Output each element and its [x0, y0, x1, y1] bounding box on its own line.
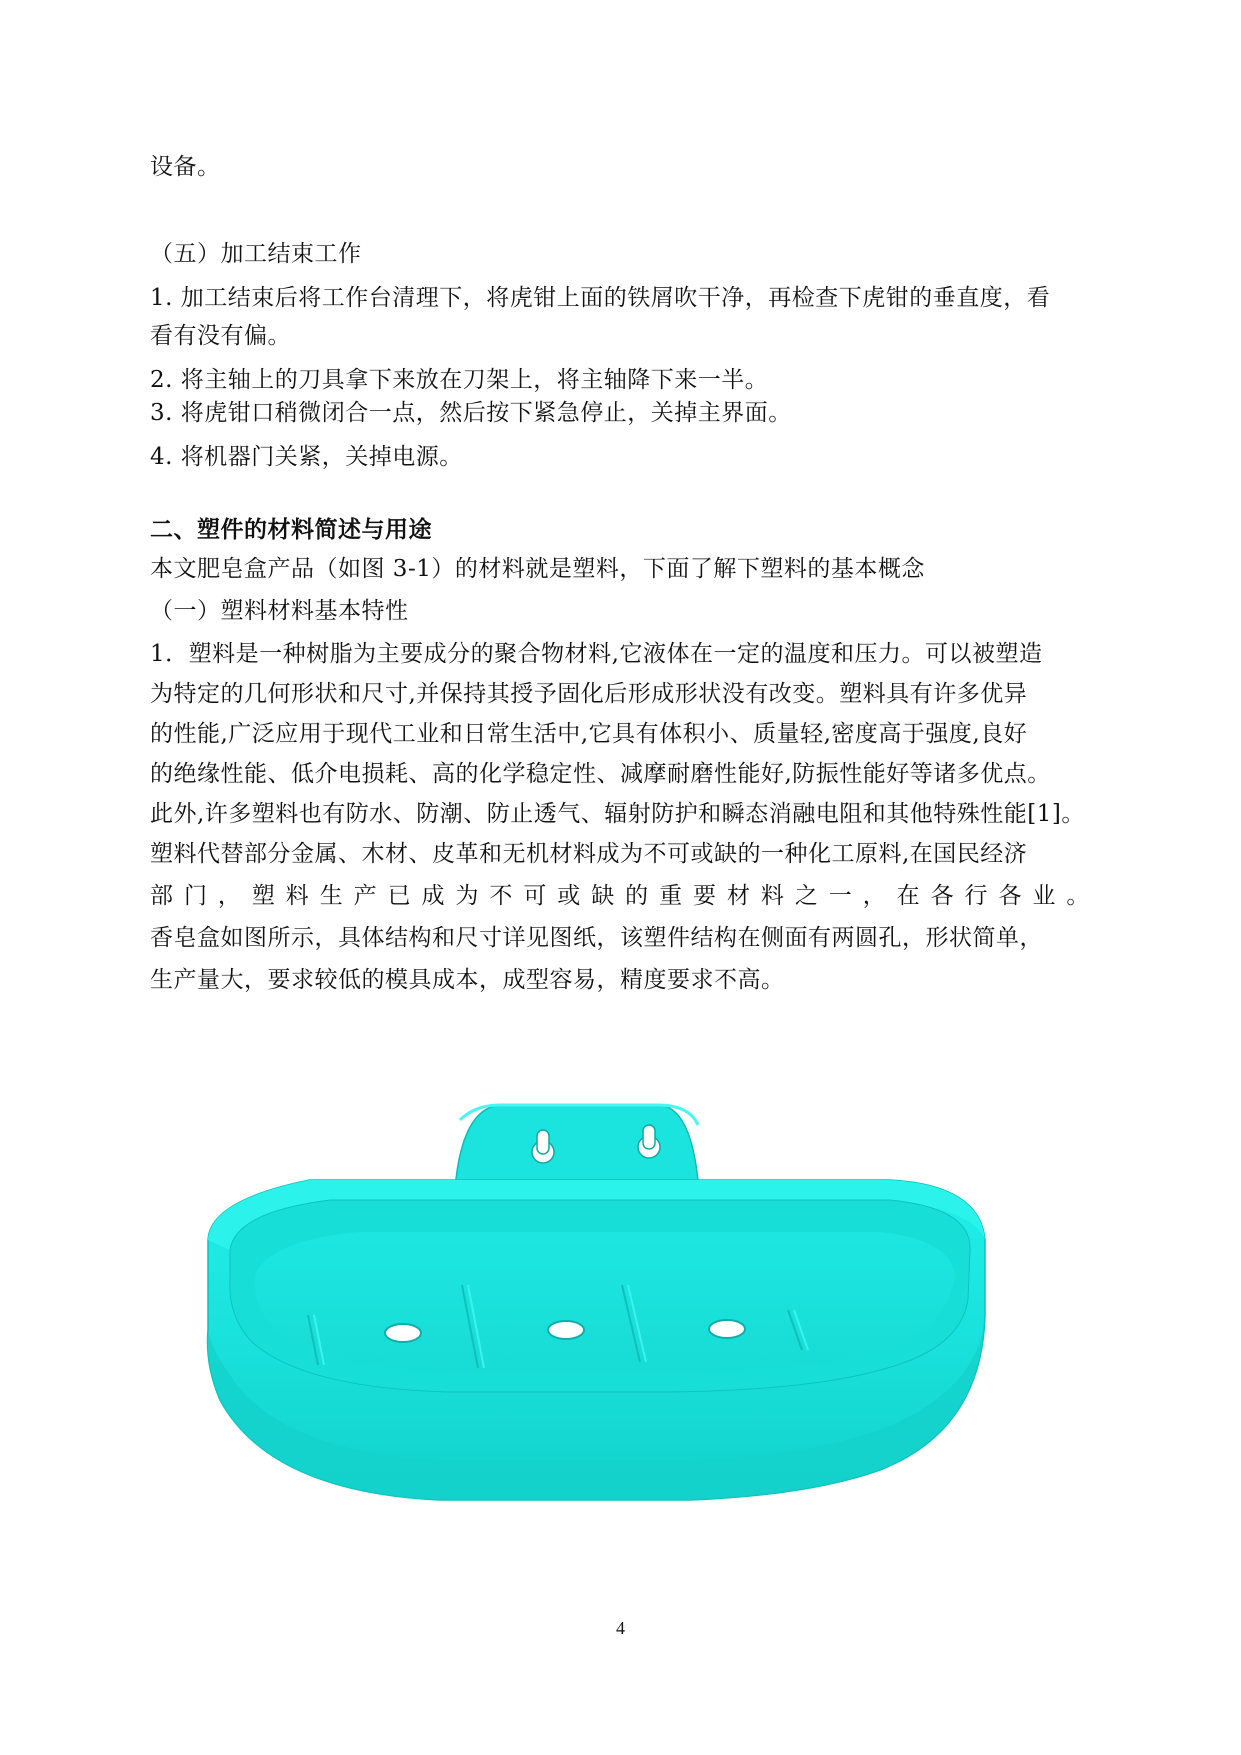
paragraph-line: 4. 将机器门关紧，关掉电源。 [150, 444, 463, 470]
spread-char: 的 [625, 883, 649, 909]
paragraph-line: 生产量大，要求较低的模具成本，成型容易，精度要求不高。 [150, 967, 785, 993]
spread-char: 生 [319, 883, 344, 909]
section-heading-5: （五）加工结束工作 [150, 241, 362, 267]
paragraph-line: 2. 将主轴上的刀具拿下来放在刀架上，将主轴降下来一半。 [150, 367, 769, 393]
spread-char: 产 [353, 883, 378, 909]
soap-dish-render [190, 1100, 1090, 1540]
paragraph-line: 此外,许多塑料也有防水、防潮、防止透气、辐射防护和瞬态消融电阻和其他特殊性能[1]。 [150, 801, 1085, 827]
spread-char: 门 [183, 883, 208, 909]
spread-char: 不 [489, 883, 513, 909]
soap-dish-figure [190, 1100, 1090, 1540]
spread-char: 要 [693, 883, 717, 909]
spread-char: 料 [760, 883, 785, 909]
spread-char: 业 [1032, 883, 1056, 909]
paragraph-line: 1. 加工结束后将工作台清理下，将虎钳上面的铁屑吹干净，再检查下虎钳的垂直度，看 [150, 285, 1051, 311]
spread-char: 部 [150, 883, 174, 909]
spread-char: 可 [523, 883, 547, 909]
spread-char: 材 [726, 883, 751, 909]
spread-char: 各 [930, 883, 955, 909]
paragraph-line: 的性能,广泛应用于现代工业和日常生活中,它具有体积小、质量轻,密度高于强度,良好 [150, 721, 1028, 747]
paragraph-line: 本文肥皂盒产品（如图 3-1）的材料就是塑料，下面了解下塑料的基本概念 [150, 556, 925, 582]
spread-char: 料 [285, 883, 310, 909]
page-number: 4 [616, 1618, 625, 1638]
subsection-heading: （一）塑料材料基本特性 [150, 598, 409, 624]
section-heading: 二、塑件的材料简述与用途 [150, 516, 432, 543]
spread-char: 已 [387, 883, 412, 909]
spread-char: 。 [1066, 883, 1090, 909]
spread-char: 行 [964, 883, 988, 909]
spread-char: 在 [896, 883, 921, 909]
spread-char: 成 [421, 883, 445, 909]
spread-char: 重 [659, 883, 683, 909]
dish-floor [255, 1232, 955, 1372]
paragraph-line: 1．塑料是一种树脂为主要成分的聚合物材料,它液体在一定的温度和压力。可以被塑造 [150, 641, 1043, 667]
spread-char: 各 [998, 883, 1022, 909]
paragraph-line: 3. 将虎钳口稍微闭合一点，然后按下紧急停止，关掉主界面。 [150, 400, 792, 426]
spread-char: 为 [455, 883, 479, 909]
spread-char: 或 [557, 883, 581, 909]
spread-char: 一 [828, 883, 853, 909]
paragraph-line: 为特定的几何形状和尺寸,并保持其授予固化后形成形状没有改变。塑料具有许多优异 [150, 681, 1028, 707]
paragraph-line: 的绝缘性能、低介电损耗、高的化学稳定性、减摩耐磨性能好,防振性能好等诸多优点。 [150, 761, 1051, 787]
spread-char: ， [862, 883, 887, 909]
paragraph-line: 塑料代替部分金属、木材、皮革和无机材料成为不可或缺的一种化工原料,在国民经济 [150, 841, 1028, 867]
spread-char: 之 [794, 883, 819, 909]
spread-char: ， [217, 883, 242, 909]
paragraph-line: 设备。 [150, 154, 221, 180]
spread-char: 缺 [591, 883, 615, 909]
spread-char: 塑 [251, 883, 276, 909]
paragraph-line: 看有没有偏。 [150, 323, 291, 349]
paragraph-line: 香皂盒如图所示，具体结构和尺寸详见图纸，该塑件结构在侧面有两圆孔，形状简单， [150, 925, 1043, 951]
paragraph-line-spread [150, 882, 1090, 910]
